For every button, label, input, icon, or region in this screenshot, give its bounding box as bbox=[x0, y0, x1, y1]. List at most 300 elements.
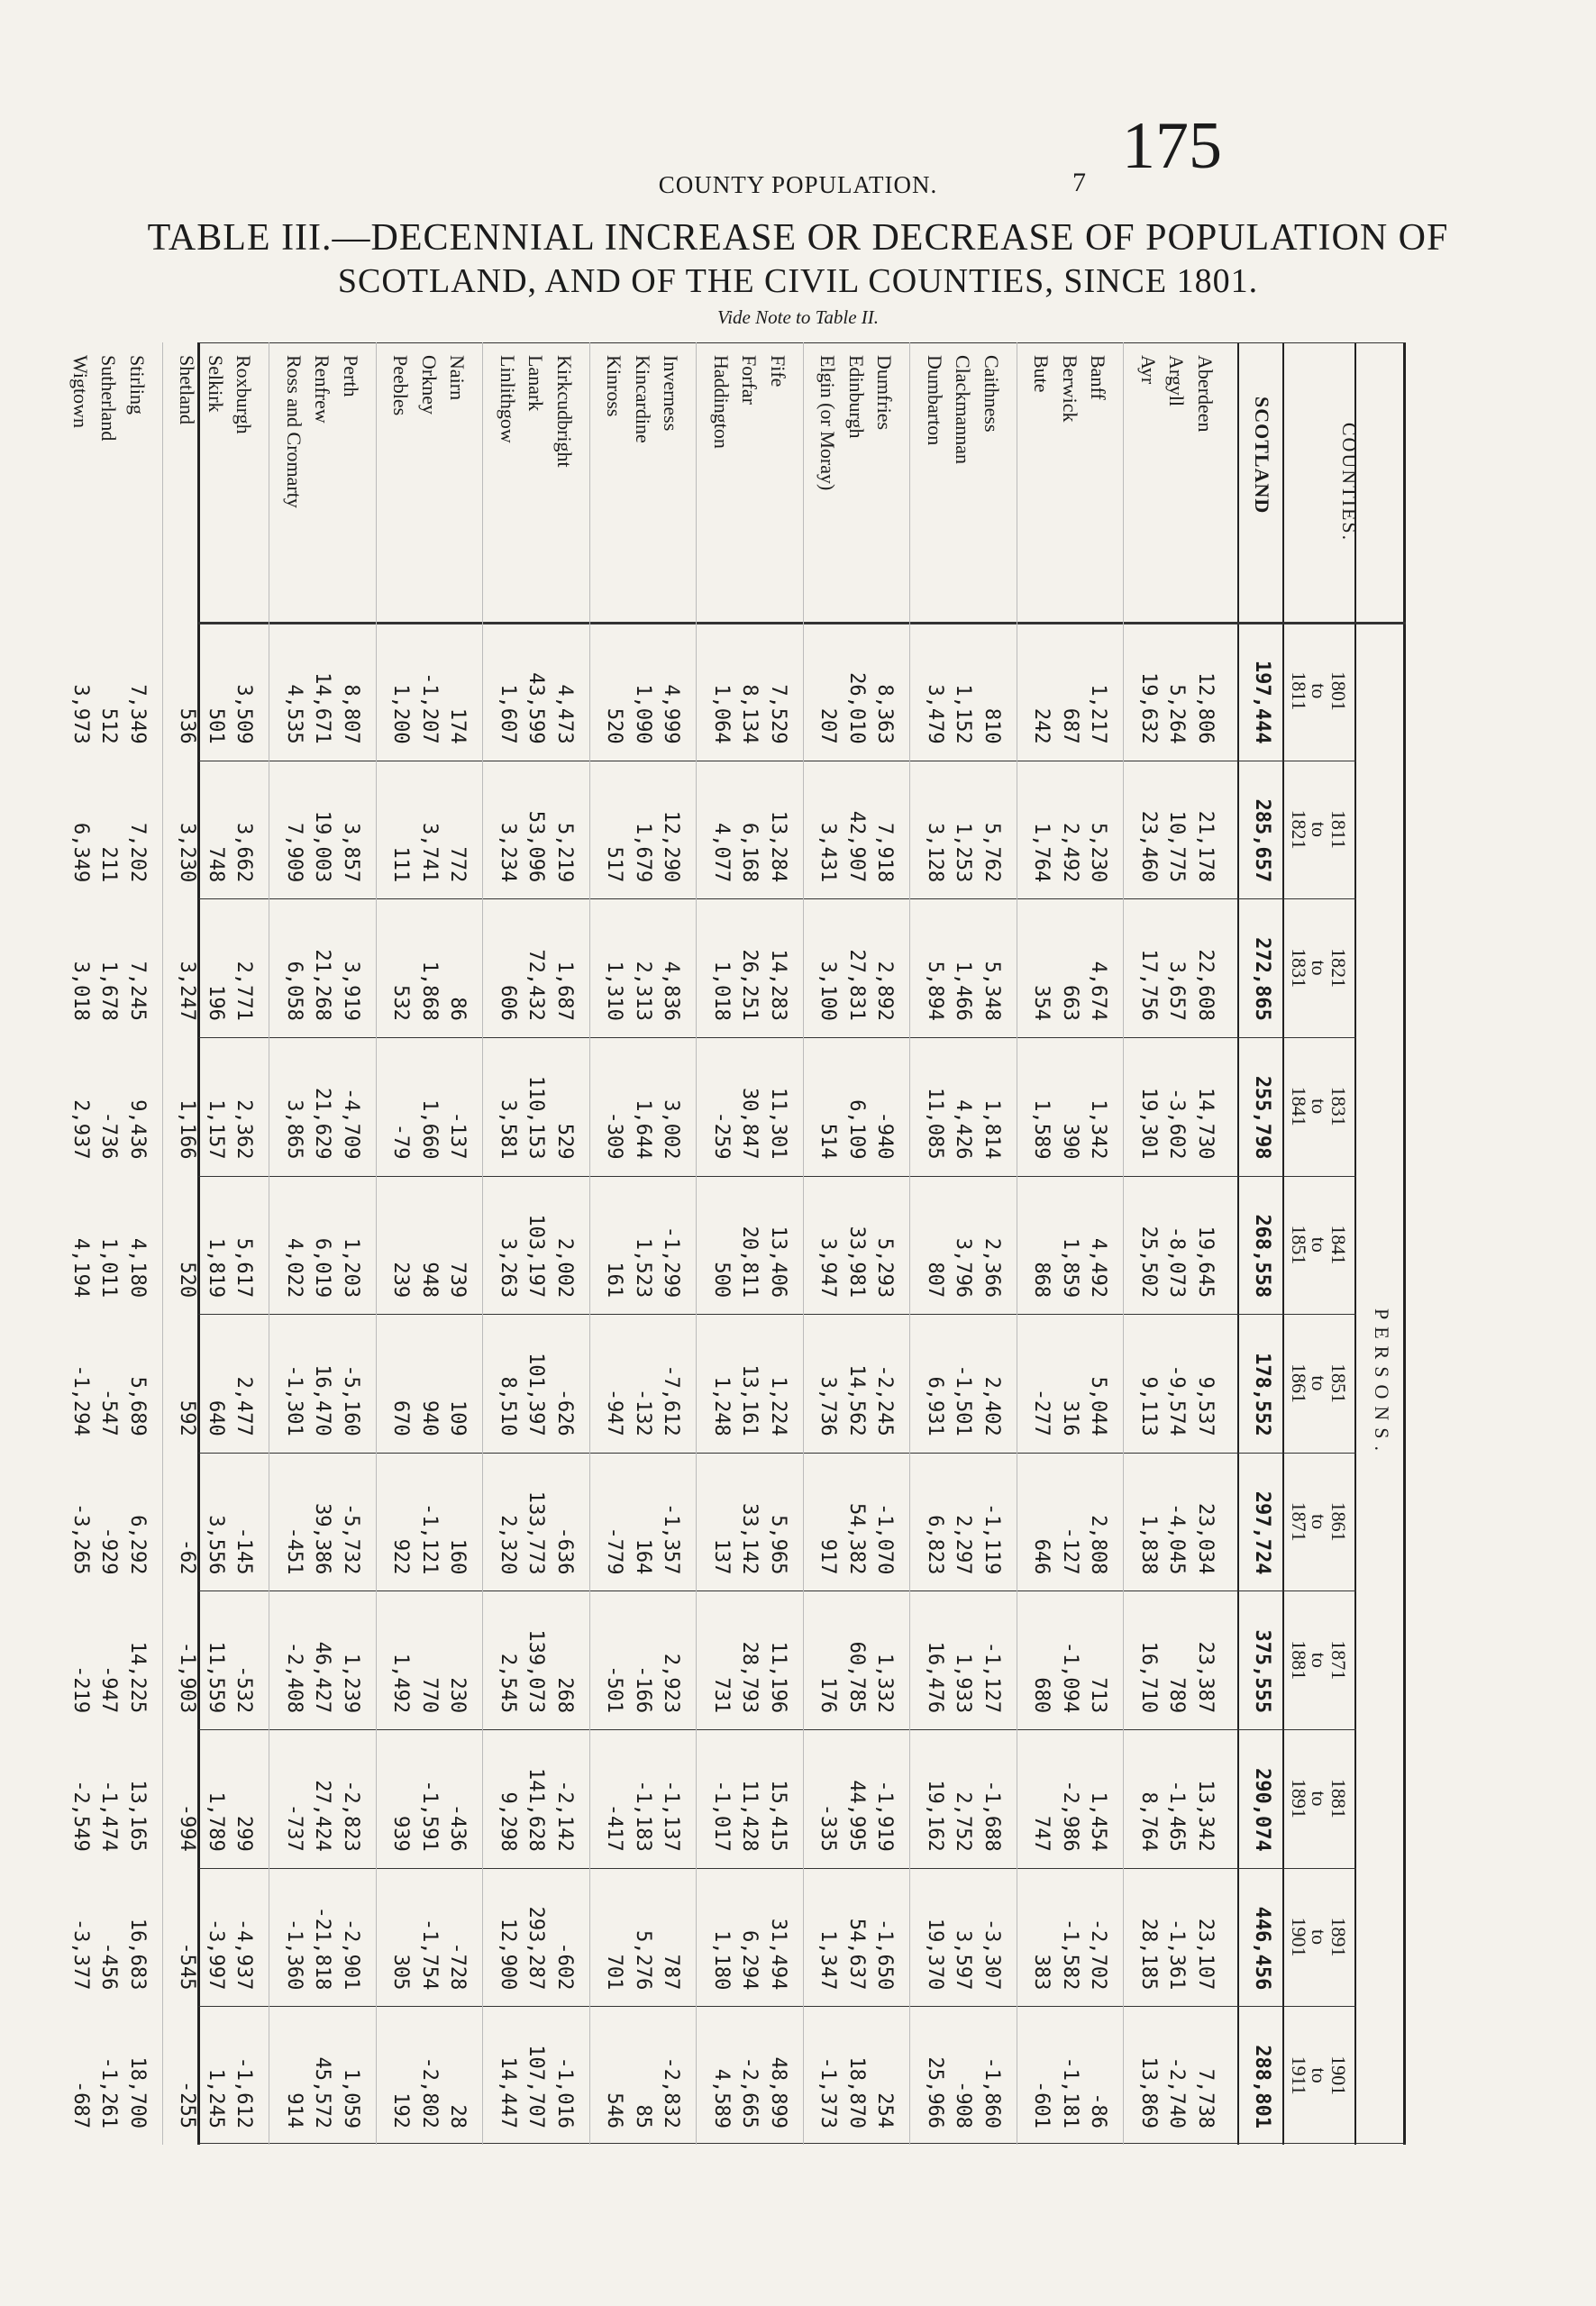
period-from: 1831 bbox=[1327, 1086, 1350, 1126]
table-cell: 1,224 bbox=[767, 1376, 789, 1436]
table-cell: 33,142 bbox=[738, 1502, 762, 1575]
table-cell: -4,045 bbox=[1165, 1502, 1189, 1575]
table-cell: -1,860 bbox=[980, 2056, 1003, 2128]
table-cell: 1,239 bbox=[340, 1653, 362, 1714]
county-name: Bute bbox=[1030, 355, 1053, 393]
table-cell: 72,432 bbox=[524, 949, 548, 1021]
county-name: Linlithgow bbox=[497, 355, 519, 443]
table-cell: -3,602 bbox=[1165, 1088, 1189, 1160]
period-to: 1881 bbox=[1288, 1640, 1310, 1681]
table-cell: 5,044 bbox=[1087, 1376, 1110, 1436]
table-cell: 3,662 bbox=[233, 823, 256, 883]
county-name: Wigtown bbox=[69, 355, 92, 428]
table-cell: 3,857 bbox=[340, 823, 362, 883]
table-cell: -2,408 bbox=[283, 1641, 306, 1714]
county-name: Stirling bbox=[126, 355, 149, 415]
table-cell: 16,476 bbox=[924, 1641, 946, 1714]
table-cell: -8,073 bbox=[1165, 1226, 1189, 1299]
table-cell: 6,109 bbox=[845, 1099, 868, 1160]
table-cell: 254 bbox=[873, 2092, 897, 2128]
table-cell: 5,276 bbox=[632, 1930, 654, 1991]
table-cell: 868 bbox=[1030, 1262, 1053, 1299]
table-cell: 19,645 bbox=[1194, 1226, 1217, 1299]
table-cell: 7,529 bbox=[767, 684, 789, 744]
table-cell: 4,022 bbox=[283, 1237, 306, 1299]
table-cell: 13,284 bbox=[767, 810, 789, 883]
table-cell: 111 bbox=[389, 846, 413, 883]
table-cell: 28,793 bbox=[738, 1641, 762, 1714]
period-to-word: to bbox=[1308, 1928, 1330, 1946]
county-name: Sutherland bbox=[97, 355, 121, 442]
table-cell: 520 bbox=[176, 1262, 199, 1299]
table-cell: -137 bbox=[446, 1111, 470, 1160]
table-cell: 3,230 bbox=[176, 823, 199, 883]
table-cell: 1,868 bbox=[418, 961, 441, 1021]
table-cell: 1,819 bbox=[205, 1237, 227, 1299]
table-cell: 922 bbox=[389, 1538, 413, 1575]
group-separator bbox=[803, 342, 804, 2145]
table-cell: 1,466 bbox=[952, 961, 975, 1021]
table-cell: 46,427 bbox=[311, 1641, 334, 1714]
table-cell: 6,168 bbox=[738, 823, 762, 883]
table-cell: -3,307 bbox=[980, 1918, 1003, 1991]
table-cell: 1,090 bbox=[632, 684, 654, 744]
table-cell: 13,869 bbox=[1137, 2056, 1160, 2128]
table-cell: 731 bbox=[710, 1677, 733, 1714]
table-cell: 11,428 bbox=[738, 1780, 762, 1852]
table-cell: -5,732 bbox=[340, 1502, 362, 1575]
table-cell: 164 bbox=[632, 1538, 654, 1575]
table-cell: -1,017 bbox=[710, 1780, 733, 1852]
period-from: 1901 bbox=[1327, 2055, 1350, 2096]
table-cell: 529 bbox=[553, 1123, 576, 1160]
table-cell: 11,196 bbox=[767, 1641, 789, 1714]
table-cell: -1,903 bbox=[176, 1641, 199, 1714]
table-cell: -2,245 bbox=[873, 1364, 897, 1436]
table-cell: 1,166 bbox=[176, 1099, 199, 1160]
table-cell: -1,261 bbox=[97, 2056, 121, 2128]
table-cell: 6,058 bbox=[283, 961, 306, 1021]
table-cell: 2,937 bbox=[69, 1099, 92, 1160]
scotland-value: 288,801 bbox=[1251, 2045, 1273, 2128]
table-cell: 7,202 bbox=[126, 823, 149, 883]
table-cell: -1,094 bbox=[1059, 1641, 1081, 1714]
table-cell: -1,127 bbox=[980, 1641, 1003, 1714]
table-cell: 28,185 bbox=[1137, 1918, 1160, 1991]
table-cell: 939 bbox=[389, 1815, 413, 1852]
table-cell: 1,687 bbox=[553, 961, 576, 1021]
table-cell: 101,397 bbox=[524, 1353, 548, 1436]
persons-header: PERSONS. bbox=[1371, 1308, 1393, 1459]
table-cell: 31,494 bbox=[767, 1918, 789, 1991]
table-cell: 14,671 bbox=[311, 672, 334, 744]
table-cell: 14,447 bbox=[497, 2056, 519, 2128]
table-cell: -1,301 bbox=[283, 1364, 306, 1436]
table-cell: 3,556 bbox=[205, 1515, 227, 1575]
table-cell: 137 bbox=[710, 1538, 733, 1575]
period-to: 1871 bbox=[1288, 1501, 1310, 1542]
table-cell: 8,134 bbox=[738, 684, 762, 744]
table-cell: -2,823 bbox=[340, 1780, 362, 1852]
table-cell: 20,811 bbox=[738, 1226, 762, 1299]
county-name: Argyll bbox=[1165, 355, 1189, 407]
table-cell: -2,740 bbox=[1165, 2056, 1189, 2128]
county-name: Roxburgh bbox=[233, 355, 256, 434]
county-name: Perth bbox=[340, 355, 362, 397]
table-cell: -1,121 bbox=[418, 1502, 441, 1575]
table-cell: 54,382 bbox=[845, 1502, 868, 1575]
table-cell: 3,736 bbox=[816, 1376, 840, 1436]
table-cell: 3,597 bbox=[952, 1930, 975, 1991]
table-cell: 1,200 bbox=[389, 684, 413, 744]
table-cell: 54,637 bbox=[845, 1918, 868, 1991]
table-cell: 13,406 bbox=[767, 1226, 789, 1299]
table-cell: -2,702 bbox=[1087, 1918, 1110, 1991]
table-cell: 21,629 bbox=[311, 1088, 334, 1160]
county-name: Selkirk bbox=[205, 355, 227, 413]
table-cell: 546 bbox=[603, 2092, 626, 2128]
table-cell: -456 bbox=[97, 1942, 121, 1991]
table-cell: 713 bbox=[1087, 1677, 1110, 1714]
table-cell: 4,426 bbox=[952, 1099, 975, 1160]
table-cell: 1,203 bbox=[340, 1237, 362, 1299]
table-cell: 12,806 bbox=[1194, 672, 1217, 744]
table-cell: 239 bbox=[389, 1262, 413, 1299]
table-cell: 1,059 bbox=[340, 2068, 362, 2128]
table-cell: -277 bbox=[1030, 1388, 1053, 1436]
table-cell: -5,160 bbox=[340, 1364, 362, 1436]
table-cell: 196 bbox=[205, 985, 227, 1021]
table-cell: 7,918 bbox=[873, 823, 897, 883]
running-head: COUNTY POPULATION. bbox=[658, 171, 938, 198]
table-cell: 23,107 bbox=[1194, 1918, 1217, 1991]
table-cell: 810 bbox=[980, 707, 1003, 744]
table-cell: -1,070 bbox=[873, 1502, 897, 1575]
scotland-value: 285,657 bbox=[1251, 798, 1273, 883]
county-name: Clackmannan bbox=[952, 355, 975, 464]
table-cell: -62 bbox=[176, 1538, 199, 1575]
table-cell: 2,923 bbox=[660, 1653, 683, 1714]
table-cell: 14,562 bbox=[845, 1364, 868, 1436]
table-cell: 4,674 bbox=[1087, 961, 1110, 1021]
county-name: Berwick bbox=[1059, 355, 1081, 423]
table-cell: 4,999 bbox=[660, 684, 683, 744]
table-cell: -1,360 bbox=[283, 1918, 306, 1991]
table-cell: 18,700 bbox=[126, 2056, 149, 2128]
table-cell: 3,741 bbox=[418, 823, 441, 883]
table-cell: 10,775 bbox=[1165, 810, 1189, 883]
table-cell: 16,470 bbox=[311, 1364, 334, 1436]
table-cell: 141,628 bbox=[524, 1767, 548, 1852]
table-cell: -545 bbox=[176, 1942, 199, 1991]
table-cell: -1,299 bbox=[660, 1226, 683, 1299]
county-name: Kirkcudbright bbox=[553, 355, 576, 468]
table-cell: -501 bbox=[603, 1665, 626, 1714]
table-cell: 5,219 bbox=[553, 823, 576, 883]
table-cell: 663 bbox=[1059, 985, 1081, 1021]
table-cell: 2,545 bbox=[497, 1653, 519, 1714]
period-from: 1811 bbox=[1327, 809, 1350, 850]
table-cell: 4,180 bbox=[126, 1237, 149, 1299]
table-cell: -2,665 bbox=[738, 2056, 762, 2128]
table-cell: 5,965 bbox=[767, 1515, 789, 1575]
table-cell: -1,919 bbox=[873, 1780, 897, 1852]
table-rule bbox=[198, 2143, 1406, 2144]
table-cell: 316 bbox=[1059, 1400, 1081, 1436]
table-cell: 13,165 bbox=[126, 1780, 149, 1852]
county-name: Shetland bbox=[176, 355, 199, 424]
table-cell: -1,754 bbox=[418, 1918, 441, 1991]
county-name: Nairn bbox=[446, 355, 470, 401]
table-cell: 390 bbox=[1059, 1123, 1081, 1160]
scotland-value: 272,865 bbox=[1251, 937, 1273, 1021]
table-cell: 4,589 bbox=[710, 2068, 733, 2128]
table-cell: -728 bbox=[446, 1942, 470, 1991]
table-cell: 1,644 bbox=[632, 1099, 654, 1160]
table-cell: 7,349 bbox=[126, 684, 149, 744]
table-cell: -1,474 bbox=[97, 1780, 121, 1852]
group-separator bbox=[1124, 342, 1125, 2145]
table-cell: -1,016 bbox=[553, 2056, 576, 2128]
table-cell: 1,342 bbox=[1087, 1099, 1110, 1160]
table-cell: 3,947 bbox=[816, 1237, 840, 1299]
table-cell: -145 bbox=[233, 1527, 256, 1575]
table-cell: 1,607 bbox=[497, 684, 519, 744]
table-cell: 17,756 bbox=[1137, 949, 1160, 1021]
table-cell: -602 bbox=[553, 1942, 576, 1991]
table-cell: 110,153 bbox=[524, 1075, 548, 1160]
table-cell: 12,900 bbox=[497, 1918, 519, 1991]
table-cell: 86 bbox=[446, 997, 470, 1021]
table-cell: -3,377 bbox=[69, 1918, 92, 1991]
table-cell: 770 bbox=[418, 1677, 441, 1714]
table-cell: 1,064 bbox=[710, 684, 733, 744]
table-cell: 207 bbox=[816, 707, 840, 744]
table-cell: 211 bbox=[97, 846, 121, 883]
table-cell: -3,997 bbox=[205, 1918, 227, 1991]
table-cell: 268 bbox=[553, 1677, 576, 1714]
table-cell: 5,617 bbox=[233, 1237, 256, 1299]
table-cell: -309 bbox=[603, 1111, 626, 1160]
table-cell: 85 bbox=[632, 2104, 654, 2128]
table-cell: 1,933 bbox=[952, 1653, 975, 1714]
table-cell: 2,362 bbox=[233, 1099, 256, 1160]
table-cell: 21,268 bbox=[311, 949, 334, 1021]
table-cell: 16,683 bbox=[126, 1918, 149, 1991]
table-cell: -79 bbox=[389, 1123, 413, 1160]
group-separator bbox=[162, 342, 163, 2145]
table-cell: 3,865 bbox=[283, 1099, 306, 1160]
stamped-page-number: 175 bbox=[1122, 109, 1222, 183]
table-cell: 19,632 bbox=[1137, 672, 1160, 744]
table-cell: 21,178 bbox=[1194, 810, 1217, 883]
group-separator bbox=[910, 342, 911, 2145]
county-name: Haddington bbox=[710, 355, 733, 449]
period-to: 1821 bbox=[1288, 809, 1310, 850]
table-cell: 2,892 bbox=[873, 961, 897, 1021]
county-name: Inverness bbox=[660, 355, 683, 432]
table-cell: -1,688 bbox=[980, 1780, 1003, 1852]
table-rule bbox=[198, 342, 1406, 343]
table-cell: 3,479 bbox=[924, 684, 946, 744]
table-cell: 1,789 bbox=[205, 1791, 227, 1852]
table-cell: -2,549 bbox=[69, 1780, 92, 1852]
scotland-value: 375,555 bbox=[1251, 1629, 1273, 1714]
table-cell: 26,251 bbox=[738, 949, 762, 1021]
period-from: 1891 bbox=[1327, 1917, 1350, 1957]
period-to: 1891 bbox=[1288, 1778, 1310, 1818]
table-cell: -1,373 bbox=[816, 2056, 840, 2128]
table-cell: 174 bbox=[446, 707, 470, 744]
table-cell: 19,301 bbox=[1137, 1088, 1160, 1160]
table-cell: 45,572 bbox=[311, 2056, 334, 2128]
table-cell: 748 bbox=[205, 846, 227, 883]
period-from: 1801 bbox=[1327, 670, 1350, 711]
table-cell: 23,387 bbox=[1194, 1641, 1217, 1714]
table-cell: 3,796 bbox=[952, 1237, 975, 1299]
table-cell: 11,085 bbox=[924, 1088, 946, 1160]
county-name: Edinburgh bbox=[845, 355, 868, 439]
table-cell: -601 bbox=[1030, 2081, 1053, 2128]
table-cell: 9,537 bbox=[1194, 1376, 1217, 1436]
table-cell: 299 bbox=[233, 1815, 256, 1852]
table-cell: 2,402 bbox=[980, 1376, 1003, 1436]
table-cell: -7,612 bbox=[660, 1364, 683, 1436]
table-cell: 3,581 bbox=[497, 1099, 519, 1160]
table-cell: -1,207 bbox=[418, 672, 441, 744]
table-cell: 536 bbox=[176, 707, 199, 744]
period-to-word: to bbox=[1308, 1098, 1330, 1115]
table-cell: -2,142 bbox=[553, 1780, 576, 1852]
table-cell: -2,901 bbox=[340, 1918, 362, 1991]
table-cell: 1,492 bbox=[389, 1653, 413, 1714]
table-cell: 3,919 bbox=[340, 961, 362, 1021]
period-to: 1831 bbox=[1288, 948, 1310, 989]
table-cell: 25,502 bbox=[1137, 1226, 1160, 1299]
table-cell: -1,582 bbox=[1059, 1918, 1081, 1991]
table-cell: 39,386 bbox=[311, 1502, 334, 1575]
table-cell: -4,709 bbox=[340, 1088, 362, 1160]
county-name: Elgin (or Moray) bbox=[816, 355, 840, 491]
table-cell: 2,771 bbox=[233, 961, 256, 1021]
period-to-word: to bbox=[1308, 2067, 1330, 2083]
table-cell: -1,119 bbox=[980, 1502, 1003, 1575]
table-cell: -737 bbox=[283, 1803, 306, 1852]
table-cell: 7,738 bbox=[1194, 2068, 1217, 2128]
table-cell: 23,460 bbox=[1137, 810, 1160, 883]
table-cell: -451 bbox=[283, 1527, 306, 1575]
table-cell: -1,591 bbox=[418, 1780, 441, 1852]
table-cell: 4,194 bbox=[69, 1237, 92, 1299]
table-cell: 60,785 bbox=[845, 1641, 868, 1714]
period-to-word: to bbox=[1308, 683, 1330, 699]
table-cell: 1,180 bbox=[710, 1930, 733, 1991]
table-cell: 109 bbox=[446, 1400, 470, 1436]
table-cell: 1,248 bbox=[710, 1376, 733, 1436]
table-cell: 7,909 bbox=[283, 823, 306, 883]
table-cell: 1,660 bbox=[418, 1099, 441, 1160]
table-cell: -335 bbox=[816, 1803, 840, 1852]
table-cell: 107,707 bbox=[524, 2045, 548, 2128]
table-cell: 1,589 bbox=[1030, 1099, 1053, 1160]
period-to-word: to bbox=[1308, 1791, 1330, 1807]
period-from: 1851 bbox=[1327, 1363, 1350, 1403]
table-cell: 27,831 bbox=[845, 949, 868, 1021]
table-cell: 4,836 bbox=[660, 961, 683, 1021]
table-cell: 160 bbox=[446, 1538, 470, 1575]
table-cell: 1,859 bbox=[1059, 1237, 1081, 1299]
table-cell: -1,137 bbox=[660, 1780, 683, 1852]
table-cell: -259 bbox=[710, 1111, 733, 1160]
period-to: 1911 bbox=[1288, 2055, 1310, 2095]
table-cell: 3,128 bbox=[924, 823, 946, 883]
group-separator bbox=[376, 342, 377, 2145]
table-cell: -940 bbox=[873, 1111, 897, 1160]
table-cell: 772 bbox=[446, 846, 470, 883]
table-cell: 3,018 bbox=[69, 961, 92, 1021]
table-cell: 14,225 bbox=[126, 1641, 149, 1714]
table-cell: -436 bbox=[446, 1803, 470, 1852]
table-cell: 514 bbox=[816, 1123, 840, 1160]
table-cell: 1,245 bbox=[205, 2068, 227, 2128]
table-cell: 2,752 bbox=[952, 1791, 975, 1852]
table-cell: 14,283 bbox=[767, 949, 789, 1021]
table-cell: 133,773 bbox=[524, 1490, 548, 1575]
table-cell: 43,599 bbox=[524, 672, 548, 744]
table-cell: 1,152 bbox=[952, 684, 975, 744]
county-name: Kincardine bbox=[632, 355, 654, 443]
county-name: Dumbarton bbox=[924, 355, 946, 446]
table-cell: 161 bbox=[603, 1262, 626, 1299]
table-cell: 787 bbox=[660, 1954, 683, 1991]
period-to-word: to bbox=[1308, 821, 1330, 837]
table-cell: 6,294 bbox=[738, 1930, 762, 1991]
table-cell: 517 bbox=[603, 846, 626, 883]
table-cell: 917 bbox=[816, 1538, 840, 1575]
table-cell: 646 bbox=[1030, 1538, 1053, 1575]
table-cell: 940 bbox=[418, 1400, 441, 1436]
scotland-value: 197,444 bbox=[1251, 660, 1273, 744]
table-cell: 2,297 bbox=[952, 1515, 975, 1575]
period-from: 1841 bbox=[1327, 1225, 1350, 1265]
table-cell: 19,162 bbox=[924, 1780, 946, 1852]
scotland-value: 178,552 bbox=[1251, 1353, 1273, 1436]
table-cell: 1,018 bbox=[710, 961, 733, 1021]
table-cell: 1,253 bbox=[952, 823, 975, 883]
table-cell: 8,510 bbox=[497, 1376, 519, 1436]
table-cell: 1,814 bbox=[980, 1099, 1003, 1160]
table-rule bbox=[1403, 342, 1406, 2145]
table-cell: -2,832 bbox=[660, 2056, 683, 2128]
table-cell: 26,010 bbox=[845, 672, 868, 744]
table-cell: 6,349 bbox=[69, 823, 92, 883]
table-cell: 305 bbox=[389, 1954, 413, 1991]
table-cell: -2,802 bbox=[418, 2056, 441, 2128]
table-rule bbox=[1237, 342, 1239, 2145]
table-cell: -86 bbox=[1087, 2092, 1110, 2128]
table-cell: 5,348 bbox=[980, 961, 1003, 1021]
group-separator bbox=[269, 342, 270, 2145]
table-cell: 4,535 bbox=[283, 684, 306, 744]
period-to-word: to bbox=[1308, 1236, 1330, 1253]
period-to-word: to bbox=[1308, 1375, 1330, 1391]
county-name: Dumfries bbox=[873, 355, 897, 431]
table-cell: 230 bbox=[446, 1677, 470, 1714]
table-cell: 8,764 bbox=[1137, 1791, 1160, 1852]
table-cell: -127 bbox=[1059, 1527, 1081, 1575]
counties-header: COUNTIES. bbox=[1338, 422, 1361, 542]
table-cell: 1,332 bbox=[873, 1653, 897, 1714]
